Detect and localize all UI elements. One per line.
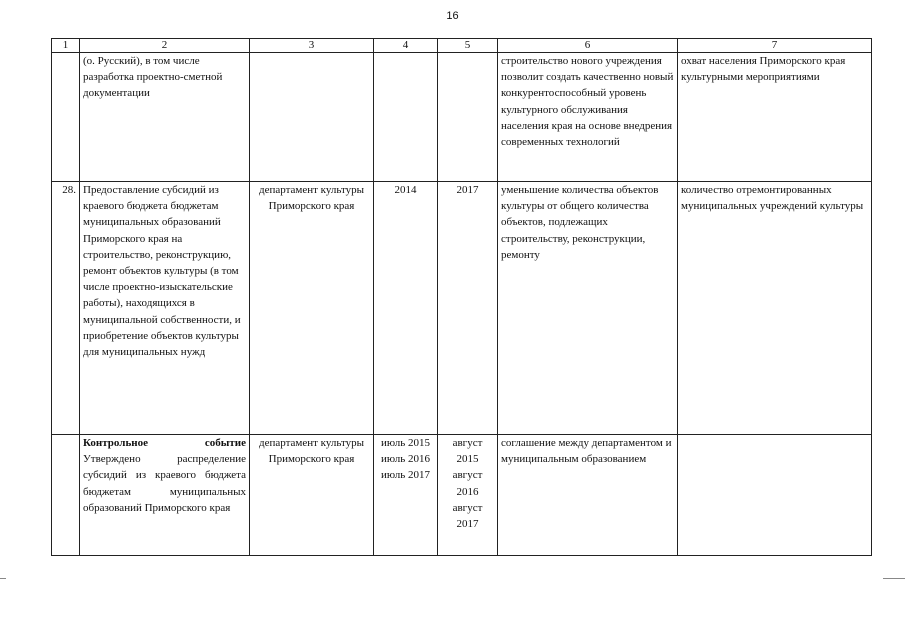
expected-result-cell: строительство нового учреждения позволит создать качественно новый конкурентоспособный уровень культурного обслуживания населения края на основе внедрения современных технологий	[498, 53, 678, 182]
column-header: 5	[438, 39, 498, 53]
control-event-cell	[80, 435, 250, 556]
row-number-cell	[52, 53, 80, 182]
column-number-row	[52, 39, 872, 53]
executor-cell	[250, 53, 374, 182]
start-date-cell	[374, 53, 438, 182]
row-number-cell	[52, 435, 80, 556]
table-row	[52, 435, 872, 556]
control-event-text: Утверждено распределение субсидий из краевого бюджета бюджетам муниципальных образований Приморского края	[83, 453, 246, 514]
left-margin-mark	[0, 578, 6, 579]
table-row	[52, 182, 872, 435]
start-date-cell: июль 2015 июль 2016 июль 2017	[374, 435, 438, 556]
expected-result-cell: уменьшение количества объектов культуры от общего количества объектов, подлежащих строительству, реконструкции, ремонту	[498, 182, 678, 435]
table-row	[52, 53, 872, 182]
expected-result-cell: соглашение между департаментом и муниципальным образованием	[498, 435, 678, 556]
measure-cell: Предоставление субсидий из краевого бюджета бюджетам муниципальных образований Приморского края на строительство, реконструкцию, ремонт объектов культуры (в том числе проектно-изыскательские работы), находящихся в муниципальной собственности, и приобретение объектов культуры для муниципальных нужд	[80, 182, 250, 435]
column-header: 4	[374, 39, 438, 53]
column-header: 6	[498, 39, 678, 53]
executor-cell: департамент культуры Приморского края	[250, 182, 374, 435]
end-date-cell: 2017	[438, 182, 498, 435]
column-header: 1	[52, 39, 80, 53]
indicator-cell: количество отремонтированных муниципальных учреждений культуры	[678, 182, 872, 435]
end-date-cell: август 2015 август 2016 август 2017	[438, 435, 498, 556]
indicator-cell	[678, 435, 872, 556]
right-margin-mark	[883, 578, 905, 579]
row-number-cell: 28.	[52, 182, 80, 435]
executor-cell: департамент культуры Приморского края	[250, 435, 374, 556]
control-event-title: Контрольное событие	[83, 437, 246, 449]
end-date-cell	[438, 53, 498, 182]
column-header: 3	[250, 39, 374, 53]
start-date-cell: 2014	[374, 182, 438, 435]
column-header: 2	[80, 39, 250, 53]
measure-cell: (о. Русский), в том числе разработка проектно-сметной документации	[80, 53, 250, 182]
page-number: 16	[446, 10, 459, 22]
column-header: 7	[678, 39, 872, 53]
program-measures-table	[51, 38, 872, 556]
indicator-cell: охват населения Приморского края культурными мероприятиями	[678, 53, 872, 182]
